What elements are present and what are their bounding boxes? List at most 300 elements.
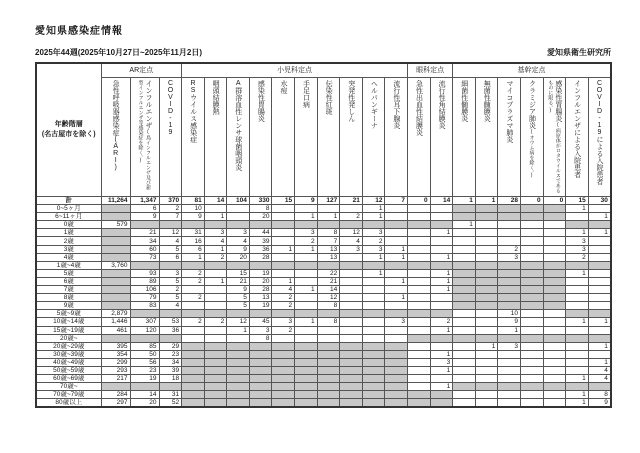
row-label: 70歳~	[36, 383, 101, 391]
table-cell	[204, 375, 227, 383]
table-cell	[101, 302, 130, 310]
table-cell	[498, 229, 521, 237]
table-row	[36, 245, 611, 253]
col-header: COVID-19	[159, 78, 182, 197]
table-cell	[453, 375, 476, 383]
table-cell: 3,760	[101, 261, 130, 269]
table-cell	[385, 269, 408, 277]
table-cell: 4	[159, 302, 182, 310]
table-cell	[498, 391, 521, 399]
table-cell	[498, 294, 521, 302]
table-cell	[430, 391, 453, 399]
table-cell	[543, 205, 566, 213]
table-cell: 1	[362, 269, 385, 277]
col-header: 細菌性髄膜炎	[453, 78, 476, 197]
table-cell	[588, 294, 611, 302]
table-cell: 12	[317, 294, 340, 302]
table-cell	[521, 277, 544, 285]
table-cell	[272, 205, 295, 213]
col-header: 感染性胃腸炎	[249, 78, 272, 197]
table-cell	[453, 261, 476, 269]
table-cell	[521, 350, 544, 358]
disease-age-table	[35, 62, 612, 408]
table-cell	[453, 302, 476, 310]
table-cell: 85	[130, 342, 159, 350]
table-cell	[543, 358, 566, 366]
table-cell	[182, 221, 205, 229]
table-cell: 3	[159, 269, 182, 277]
row-label: 9歳	[36, 302, 101, 310]
table-cell: 81	[182, 197, 205, 205]
col-header: 伝染性紅斑	[317, 78, 340, 197]
table-cell: 1	[385, 245, 408, 253]
table-cell: 52	[159, 399, 182, 408]
table-cell	[521, 383, 544, 391]
table-row	[36, 229, 611, 237]
table-cell	[408, 205, 431, 213]
table-cell	[204, 205, 227, 213]
table-cell	[272, 375, 295, 383]
table-cell: 3	[385, 318, 408, 326]
table-cell	[362, 326, 385, 334]
table-cell	[498, 277, 521, 285]
table-row	[36, 294, 611, 302]
table-cell	[521, 286, 544, 294]
table-cell: 293	[101, 366, 130, 374]
table-cell	[227, 358, 250, 366]
table-cell: 2	[340, 213, 363, 221]
table-cell	[317, 358, 340, 366]
table-cell: 15	[227, 269, 250, 277]
table-cell: 1	[204, 213, 227, 221]
table-row	[36, 334, 611, 342]
table-cell	[566, 294, 589, 302]
table-cell	[475, 326, 498, 334]
table-cell	[430, 375, 453, 383]
table-cell	[340, 318, 363, 326]
table-cell	[566, 383, 589, 391]
table-cell	[227, 342, 250, 350]
table-cell	[182, 366, 205, 374]
table-cell: 2	[204, 253, 227, 261]
row-label: 0歳	[36, 221, 101, 229]
table-cell: 12	[340, 229, 363, 237]
table-cell	[408, 326, 431, 334]
table-cell: 16	[182, 237, 205, 245]
table-cell	[475, 237, 498, 245]
table-cell	[385, 399, 408, 408]
table-cell	[475, 205, 498, 213]
table-cell	[498, 213, 521, 221]
table-cell	[385, 342, 408, 350]
table-cell	[566, 277, 589, 285]
table-cell	[453, 277, 476, 285]
table-cell: 1	[453, 221, 476, 229]
table-cell: 1	[566, 391, 589, 399]
table-cell	[385, 310, 408, 318]
table-cell	[317, 261, 340, 269]
table-cell	[566, 350, 589, 358]
table-cell	[475, 286, 498, 294]
table-cell: 3	[566, 245, 589, 253]
table-cell	[182, 375, 205, 383]
table-cell	[521, 326, 544, 334]
table-cell	[130, 334, 159, 342]
table-cell	[430, 205, 453, 213]
table-cell: 8	[588, 391, 611, 399]
table-cell	[295, 205, 318, 213]
table-row	[36, 391, 611, 399]
table-cell	[272, 342, 295, 350]
table-cell: 1	[227, 326, 250, 334]
table-cell	[340, 326, 363, 334]
table-cell	[385, 302, 408, 310]
table-cell: 1	[566, 229, 589, 237]
table-cell	[385, 383, 408, 391]
table-cell	[475, 358, 498, 366]
table-cell	[588, 326, 611, 334]
table-cell	[204, 383, 227, 391]
table-cell	[521, 221, 544, 229]
table-cell	[453, 358, 476, 366]
row-label: 6~11ヶ月	[36, 213, 101, 221]
table-cell	[272, 221, 295, 229]
table-row	[36, 366, 611, 374]
table-cell	[249, 342, 272, 350]
table-cell: 0	[543, 197, 566, 205]
table-cell	[317, 205, 340, 213]
table-cell: 18	[159, 375, 182, 383]
table-cell: 19	[249, 302, 272, 310]
table-cell: 5	[159, 277, 182, 285]
table-cell	[295, 221, 318, 229]
table-cell: 5	[227, 302, 250, 310]
table-cell	[521, 237, 544, 245]
table-cell	[475, 391, 498, 399]
subtitle-row	[35, 47, 613, 58]
col-header: ヘルパンギーナ	[362, 78, 385, 197]
table-cell	[204, 294, 227, 302]
table-cell	[272, 334, 295, 342]
table-cell	[453, 326, 476, 334]
table-cell: 2	[566, 253, 589, 261]
table-cell: 2	[182, 269, 205, 277]
table-cell: 307	[130, 318, 159, 326]
table-cell: 2	[295, 237, 318, 245]
table-cell	[204, 310, 227, 318]
table-cell	[430, 221, 453, 229]
table-row	[36, 277, 611, 285]
table-cell: 2	[362, 237, 385, 245]
table-cell	[272, 310, 295, 318]
table-cell	[588, 253, 611, 261]
table-cell	[362, 318, 385, 326]
table-cell	[272, 253, 295, 261]
table-cell: 3	[295, 229, 318, 237]
table-row	[36, 383, 611, 391]
table-cell	[249, 399, 272, 408]
row-label: 2歳	[36, 237, 101, 245]
row-label: 計	[36, 197, 101, 205]
table-cell: 0	[521, 197, 544, 205]
table-cell	[521, 342, 544, 350]
table-cell	[317, 326, 340, 334]
table-cell	[543, 229, 566, 237]
table-cell	[408, 391, 431, 399]
table-cell: 21	[227, 277, 250, 285]
table-cell	[204, 326, 227, 334]
table-cell: 12	[362, 197, 385, 205]
table-cell: 579	[101, 221, 130, 229]
table-cell	[408, 294, 431, 302]
table-cell	[521, 245, 544, 253]
table-cell	[453, 399, 476, 408]
table-cell	[362, 286, 385, 294]
table-row	[36, 197, 611, 205]
row-label: 5歳	[36, 269, 101, 277]
table-cell	[453, 286, 476, 294]
group-header: 基幹定点	[453, 63, 611, 78]
table-cell	[182, 342, 205, 350]
table-cell	[453, 213, 476, 221]
table-cell	[498, 205, 521, 213]
table-cell	[498, 221, 521, 229]
table-cell	[340, 253, 363, 261]
table-cell: 8	[317, 302, 340, 310]
table-cell: 14	[204, 197, 227, 205]
table-cell	[317, 391, 340, 399]
table-cell: 4	[588, 375, 611, 383]
table-row	[36, 221, 611, 229]
table-cell: 297	[101, 399, 130, 408]
table-cell	[385, 334, 408, 342]
row-label: 1歳	[36, 229, 101, 237]
table-cell	[101, 229, 130, 237]
table-cell: 1	[588, 342, 611, 350]
table-cell: 1	[588, 213, 611, 221]
table-cell: 217	[101, 375, 130, 383]
table-cell: 2	[182, 277, 205, 285]
group-header: AR定点	[101, 63, 182, 78]
table-cell: 1	[295, 213, 318, 221]
table-cell	[101, 205, 130, 213]
table-cell	[385, 229, 408, 237]
table-cell: 9	[227, 245, 250, 253]
table-cell	[475, 253, 498, 261]
table-cell	[543, 350, 566, 358]
table-cell	[521, 205, 544, 213]
table-cell: 1	[430, 383, 453, 391]
table-cell	[543, 294, 566, 302]
table-cell	[317, 350, 340, 358]
table-cell	[317, 310, 340, 318]
table-cell	[498, 383, 521, 391]
table-cell	[385, 261, 408, 269]
table-cell: 1,347	[130, 197, 159, 205]
table-cell	[408, 375, 431, 383]
table-cell	[385, 286, 408, 294]
table-cell	[362, 277, 385, 285]
table-cell: 3	[249, 326, 272, 334]
table-cell: 9	[182, 213, 205, 221]
report-page	[35, 22, 613, 408]
table-cell: 1	[295, 245, 318, 253]
table-cell: 3	[566, 237, 589, 245]
table-cell: 1	[430, 253, 453, 261]
table-cell	[453, 342, 476, 350]
table-cell	[340, 302, 363, 310]
organization-name: 愛知県衛生研究所	[547, 48, 611, 57]
table-cell	[272, 399, 295, 408]
table-cell	[227, 366, 250, 374]
table-cell: 36	[249, 245, 272, 253]
table-cell	[101, 213, 130, 221]
table-cell	[227, 221, 250, 229]
table-cell	[588, 205, 611, 213]
table-cell	[101, 269, 130, 277]
col-header: 突発性発しん	[340, 78, 363, 197]
group-header: 眼科定点	[408, 63, 453, 78]
table-cell: 2	[272, 326, 295, 334]
table-cell	[101, 237, 130, 245]
table-cell	[340, 221, 363, 229]
table-cell: 1	[566, 318, 589, 326]
table-cell	[385, 213, 408, 221]
table-cell	[498, 399, 521, 408]
table-cell: 1	[566, 399, 589, 408]
table-cell	[159, 261, 182, 269]
table-cell	[566, 261, 589, 269]
table-cell	[295, 302, 318, 310]
table-cell	[408, 366, 431, 374]
table-cell	[204, 269, 227, 277]
table-cell	[521, 269, 544, 277]
table-cell	[498, 286, 521, 294]
table-cell: 104	[227, 197, 250, 205]
table-cell	[498, 375, 521, 383]
table-cell	[408, 350, 431, 358]
table-cell	[249, 261, 272, 269]
table-cell	[272, 237, 295, 245]
table-cell	[295, 342, 318, 350]
table-cell	[340, 294, 363, 302]
table-cell: 30	[588, 197, 611, 205]
table-cell: 1	[430, 366, 453, 374]
table-row	[36, 253, 611, 261]
table-cell	[249, 350, 272, 358]
table-cell	[588, 302, 611, 310]
table-cell	[362, 334, 385, 342]
table-cell: 45	[249, 318, 272, 326]
table-cell	[182, 358, 205, 366]
table-cell: 29	[159, 342, 182, 350]
table-cell	[475, 366, 498, 374]
table-cell: 1	[588, 358, 611, 366]
table-cell	[272, 261, 295, 269]
table-cell	[317, 334, 340, 342]
table-cell	[340, 261, 363, 269]
table-cell	[430, 399, 453, 408]
table-cell	[317, 366, 340, 374]
table-cell	[182, 350, 205, 358]
table-cell	[475, 399, 498, 408]
table-cell	[566, 213, 589, 221]
table-cell	[159, 221, 182, 229]
table-cell	[249, 375, 272, 383]
table-cell	[317, 399, 340, 408]
table-cell	[588, 350, 611, 358]
col-header: 水痘	[272, 78, 295, 197]
table-cell: 1	[453, 197, 476, 205]
row-label: 20歳~29歳	[36, 342, 101, 350]
table-cell	[430, 261, 453, 269]
table-cell: 8	[249, 334, 272, 342]
table-cell	[498, 302, 521, 310]
table-cell: 6	[130, 205, 159, 213]
table-cell: 39	[249, 237, 272, 245]
table-cell	[101, 286, 130, 294]
table-cell	[362, 302, 385, 310]
table-cell	[408, 334, 431, 342]
table-cell: 7	[385, 197, 408, 205]
table-cell: 1	[362, 253, 385, 261]
table-cell	[588, 310, 611, 318]
table-cell: 1	[430, 286, 453, 294]
table-cell	[340, 375, 363, 383]
table-cell	[408, 399, 431, 408]
table-cell	[521, 318, 544, 326]
table-cell: 28	[249, 286, 272, 294]
table-cell	[272, 383, 295, 391]
table-cell: 6	[159, 253, 182, 261]
table-cell	[204, 358, 227, 366]
table-cell	[295, 277, 318, 285]
table-cell: 21	[340, 197, 363, 205]
row-label: 50歳~59歳	[36, 366, 101, 374]
table-cell	[204, 391, 227, 399]
table-cell: 5	[159, 294, 182, 302]
table-cell	[521, 375, 544, 383]
table-cell	[182, 383, 205, 391]
table-cell	[362, 391, 385, 399]
table-cell: 3	[227, 229, 250, 237]
table-cell	[362, 342, 385, 350]
row-label: 15歳~19歳	[36, 326, 101, 334]
col-header: RSウイルス感染症	[182, 78, 205, 197]
table-cell	[543, 399, 566, 408]
row-label: 1歳~4歳	[36, 261, 101, 269]
table-cell	[498, 350, 521, 358]
col-header: 咽頭結膜熱	[204, 78, 227, 197]
table-cell	[227, 261, 250, 269]
table-cell	[340, 391, 363, 399]
table-cell	[408, 253, 431, 261]
table-cell: 4	[272, 286, 295, 294]
table-cell	[588, 261, 611, 269]
table-cell	[204, 350, 227, 358]
table-cell	[475, 229, 498, 237]
table-cell: 11,264	[101, 197, 130, 205]
table-cell	[521, 294, 544, 302]
table-cell	[130, 310, 159, 318]
table-cell: 12	[227, 318, 250, 326]
table-cell	[453, 229, 476, 237]
col-header: 手足口病	[295, 78, 318, 197]
table-cell	[101, 383, 130, 391]
table-cell: 8	[249, 205, 272, 213]
table-cell	[475, 221, 498, 229]
table-cell: 14	[430, 197, 453, 205]
